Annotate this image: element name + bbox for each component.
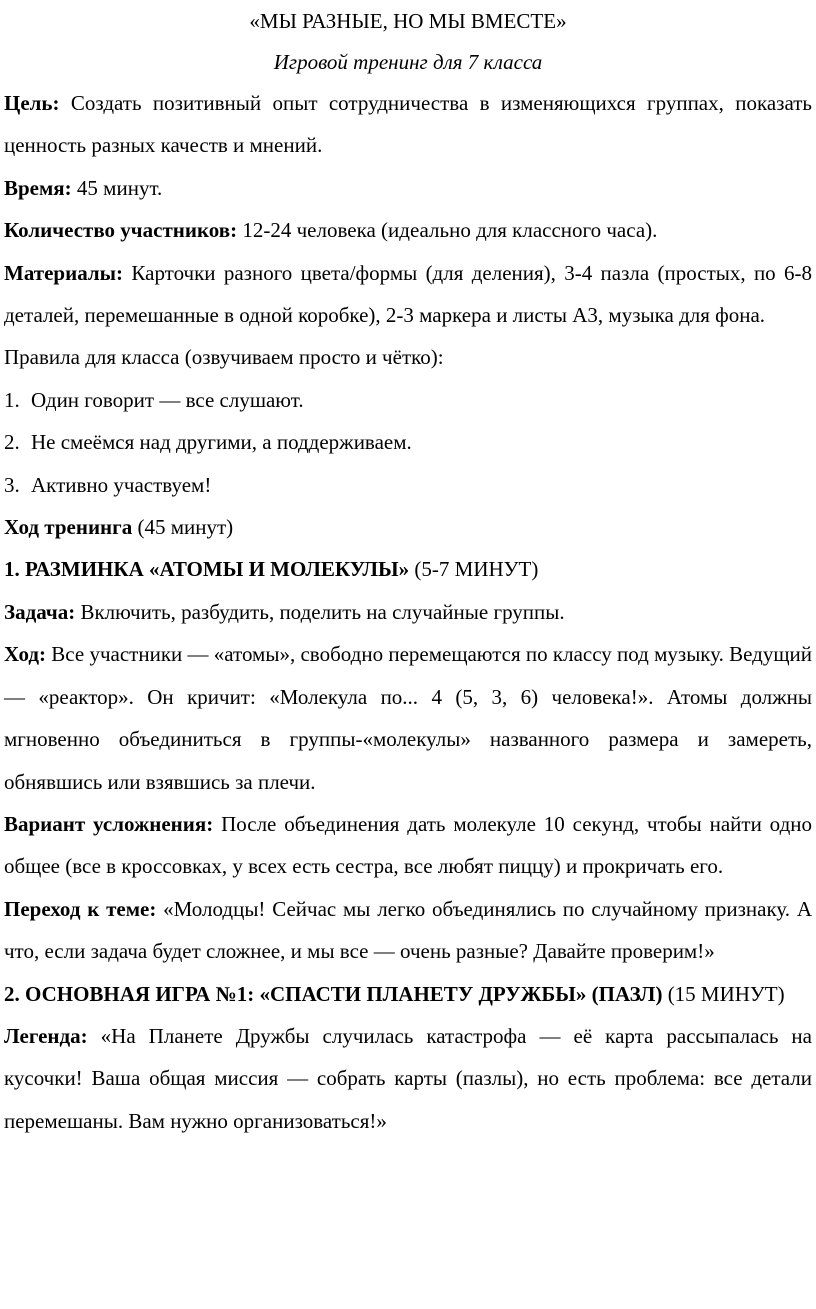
rule-number: 1. — [4, 387, 20, 412]
section2-legend-label: Легенда: — [4, 1023, 88, 1048]
goal-text: Создать позитивный опыт сотрудничества в изменяющихся группах, показать ценность разных качеств и мнений. — [4, 91, 813, 158]
section1-variant-label: Вариант усложнения: — [4, 811, 214, 836]
section1-transition-text: «Молодцы! Сейчас мы легко объединялись по случайному признаку. А что, если задача будет сложнее, и мы все — очень разные? Давайте проверим!» — [4, 896, 812, 964]
rule-item — [4, 464, 812, 506]
participants-paragraph — [4, 209, 812, 251]
participants-label: Количество участников: — [4, 218, 238, 243]
goal-paragraph — [4, 82, 812, 167]
section1-heading: 1. РАЗМИНКА «АТОМЫ И МОЛЕКУЛЫ» — [4, 557, 410, 582]
participants-text: 12-24 человека (идеально для классного часа). — [242, 218, 658, 243]
section1-task-text: Включить, разбудить, поделить на случайные группы. — [80, 599, 565, 624]
rules-intro: Правила для класса (озвучиваем просто и чётко): — [4, 345, 444, 370]
document-title: «МЫ РАЗНЫЕ, НО МЫ ВМЕСТЕ» — [249, 9, 567, 33]
section2-heading-paragraph — [4, 973, 812, 1015]
section2-legend-paragraph — [4, 1015, 812, 1142]
section1-transition-label: Переход к теме: — [4, 896, 157, 921]
materials-label: Материалы: — [4, 260, 124, 285]
time-paragraph — [4, 167, 812, 209]
section1-duration: (5-7 МИНУТ) — [414, 557, 539, 582]
course-paragraph — [4, 506, 812, 548]
section1-flow-label: Ход: — [4, 642, 47, 667]
rule-item — [4, 379, 812, 421]
materials-text: Карточки разного цвета/формы (для деления), 3-4 пазла (простых, по 6-8 деталей, перемешанные в одной коробке), 2-3 маркера и листы А3, музыка для фона. — [4, 260, 812, 328]
section2-duration: (15 МИНУТ) — [667, 981, 785, 1006]
section1-variant-text: После объединения дать молекуле 10 секунд, чтобы найти одно общее (все в кроссовках, у всех есть сестра, все любят пиццу) и прокричать его. — [4, 811, 812, 879]
time-label: Время: — [4, 175, 72, 200]
rule-text: Один говорит — все слушают. — [31, 387, 304, 412]
rule-text: Не смеёмся над другими, а поддерживаем. — [31, 430, 412, 455]
document-subtitle: Игровой тренинг для 7 класса — [273, 50, 543, 74]
materials-paragraph — [4, 252, 812, 337]
section1-flow-text: Все участники — «атомы», свободно перемещаются по классу под музыку. Ведущий — «реактор». Он кричит: «Молекула по... 4 (5, 3, 6) человека!». Атомы должны мгновенно объединиться в группы-«молекулы» названного размера и замереть, обнявшись или взявшись за плечи. — [4, 642, 812, 794]
section2-heading: 2. ОСНОВНАЯ ИГРА №1: «СПАСТИ ПЛАНЕТУ ДРУЖБЫ» (ПАЗЛ) — [4, 981, 663, 1006]
section1-transition-paragraph — [4, 888, 812, 973]
goal-label: Цель: — [4, 91, 60, 115]
section1-heading-paragraph — [4, 548, 812, 590]
section1-flow-paragraph — [4, 633, 812, 803]
rule-number: 3. — [4, 472, 20, 497]
section2-legend-text: «На Планете Дружбы случилась катастрофа — её карта рассыпалась на кусочки! Ваша общая миссия — собрать карты (пазлы), но есть проблема: все детали перемешаны. Вам нужно организоваться!» — [4, 1023, 812, 1133]
rule-number: 2. — [4, 430, 20, 455]
section1-task-label: Задача: — [4, 599, 76, 624]
course-duration: (45 минут) — [137, 515, 234, 540]
document-page — [0, 1, 816, 1309]
section1-task-paragraph — [4, 591, 812, 633]
rule-text: Активно участвуем! — [31, 472, 212, 497]
rule-item — [4, 421, 812, 463]
section1-variant-paragraph — [4, 803, 812, 888]
course-label: Ход тренинга — [4, 515, 133, 540]
time-text: 45 минут. — [76, 175, 163, 200]
